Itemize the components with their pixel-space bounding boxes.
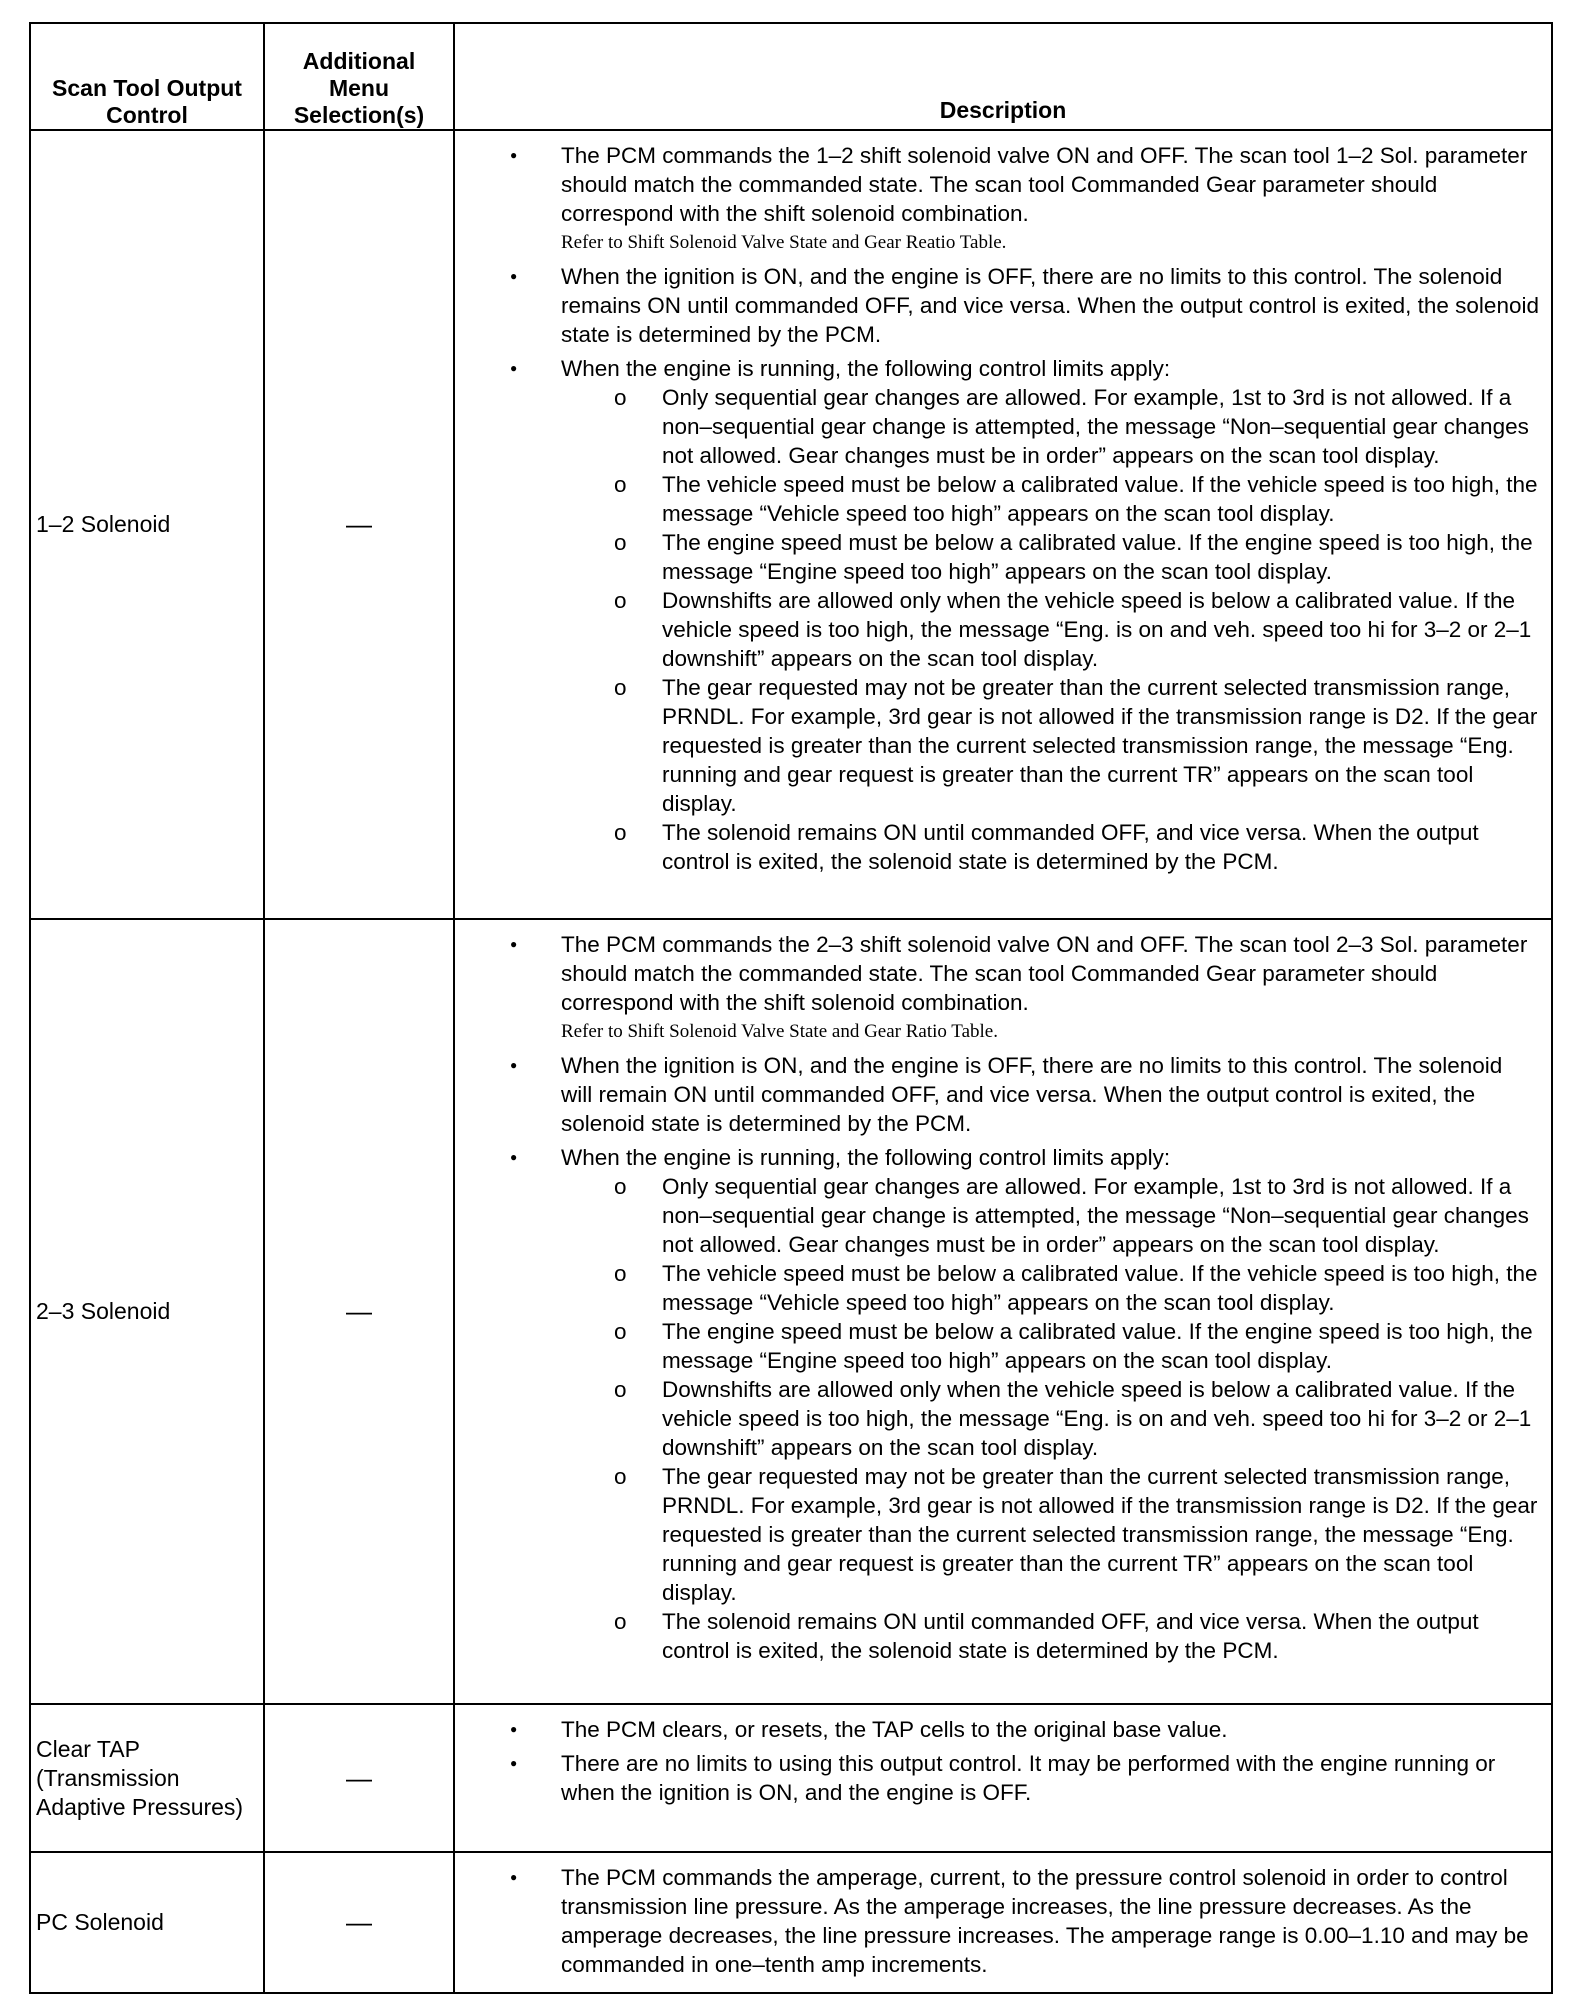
menu-selection: —: [264, 130, 454, 919]
bullet-item: ● When the ignition is ON, and the engine is OFF, there are no limits to this control. The solenoid will remain ON until commanded OFF, and vice versa. When the output control is exited, the solenoid state is determined by the PCM.: [455, 1051, 1539, 1138]
bullet-item: [455, 141, 1539, 256]
bullet-item: ● The PCM clears, or resets, the TAP cells to the original base value.: [455, 1715, 1539, 1744]
description-cell: [454, 1852, 1552, 1993]
menu-selection: —: [264, 1852, 454, 1993]
sub-item: o Only sequential gear changes are allowed. For example, 1st to 3rd is not allowed. If a non–sequential gear change is attempted, the message “Non–sequential gear changes not allowed. Gear changes must be in order” appears on the scan tool display.: [561, 1172, 1539, 1259]
sub-item: o The solenoid remains ON until commanded OFF, and vice versa. When the output control is exited, the solenoid state is determined by the PCM.: [561, 1607, 1539, 1665]
control-name: PC Solenoid: [30, 1852, 264, 1993]
table-row-clear-tap: [30, 1704, 1552, 1852]
reference-note: Refer to Shift Solenoid Valve State and Gear Ratio Table.: [561, 1021, 998, 1042]
sub-item: o The vehicle speed must be below a calibrated value. If the vehicle speed is too high, the message “Vehicle speed too high” appears on the scan tool display.: [561, 1259, 1539, 1317]
sub-item: o Only sequential gear changes are allowed. For example, 1st to 3rd is not allowed. If a non–sequential gear change is attempted, the message “Non–sequential gear changes not allowed. Gear changes must be in order” appears on the scan tool display.: [561, 383, 1539, 470]
sub-item: o The engine speed must be below a calibrated value. If the engine speed is too high, the message “Engine speed too high” appears on the scan tool display.: [561, 528, 1539, 586]
header-row: [30, 23, 1552, 130]
header-scan-tool-output-control: Scan Tool Output Control: [30, 23, 264, 130]
table-row-1-2-solenoid: [30, 130, 1552, 919]
bullet-item: ● When the ignition is ON, and the engine is OFF, there are no limits to this control. The solenoid remains ON until commanded OFF, and vice versa. When the output control is exited, the solenoid state is determined by the PCM.: [455, 262, 1539, 349]
sub-item: o The gear requested may not be greater than the current selected transmission range, PRNDL. For example, 3rd gear is not allowed if the transmission range is D2. If the gear requested is greater than the current selected transmission range, the message “Eng. running and gear request is greater than the current TR” appears on the scan tool display.: [561, 1462, 1539, 1607]
control-name: 2–3 Solenoid: [30, 919, 264, 1704]
control-name: 1–2 Solenoid: [30, 130, 264, 919]
bullet-item: [455, 930, 1539, 1045]
description-cell: [454, 130, 1552, 919]
sub-item: o The engine speed must be below a calibrated value. If the engine speed is too high, the message “Engine speed too high” appears on the scan tool display.: [561, 1317, 1539, 1375]
description-cell: [454, 919, 1552, 1704]
table-row-2-3-solenoid: [30, 919, 1552, 1704]
bullet-item: [455, 354, 1539, 876]
menu-selection: —: [264, 1704, 454, 1852]
sub-item: o The vehicle speed must be below a calibrated value. If the vehicle speed is too high, the message “Vehicle speed too high” appears on the scan tool display.: [561, 470, 1539, 528]
sub-item: o Downshifts are allowed only when the vehicle speed is below a calibrated value. If the vehicle speed is too high, the message “Eng. is on and veh. speed too hi for 3–2 or 2–1 downshift” appears on the scan tool display.: [561, 586, 1539, 673]
header-description: Description: [454, 23, 1552, 130]
control-name: Clear TAP (Transmission Adaptive Pressures): [30, 1704, 264, 1852]
bullet-item: [455, 1143, 1539, 1665]
bullet-item: ● There are no limits to using this output control. It may be performed with the engine running or when the ignition is ON, and the engine is OFF.: [455, 1749, 1539, 1807]
description-cell: [454, 1704, 1552, 1852]
header-additional-menu-selections: Additional Menu Selection(s): [264, 23, 454, 130]
output-controls-table: [29, 22, 1553, 1994]
sub-item: o Downshifts are allowed only when the vehicle speed is below a calibrated value. If the vehicle speed is too high, the message “Eng. is on and veh. speed too hi for 3–2 or 2–1 downshift” appears on the scan tool display.: [561, 1375, 1539, 1462]
bullet-text: The PCM commands the 2–3 shift solenoid valve ON and OFF. The scan tool 2–3 Sol. parameter should match the commanded state. The scan tool Commanded Gear parameter should correspond with the shift solenoid combination.: [561, 932, 1528, 1015]
menu-selection: —: [264, 919, 454, 1704]
reference-note: Refer to Shift Solenoid Valve State and Gear Reatio Table.: [561, 232, 1007, 253]
bullet-text: The PCM commands the 1–2 shift solenoid valve ON and OFF. The scan tool 1–2 Sol. parameter should match the commanded state. The scan tool Commanded Gear parameter should correspond with the shift solenoid combination.: [561, 143, 1528, 226]
bullet-text: When the engine is running, the following control limits apply:: [561, 356, 1171, 381]
sub-item: o The solenoid remains ON until commanded OFF, and vice versa. When the output control is exited, the solenoid state is determined by the PCM.: [561, 818, 1539, 876]
bullet-text: When the engine is running, the following control limits apply:: [561, 1145, 1171, 1170]
table-row-pc-solenoid: [30, 1852, 1552, 1993]
sub-item: o The gear requested may not be greater than the current selected transmission range, PRNDL. For example, 3rd gear is not allowed if the transmission range is D2. If the gear requested is greater than the current selected transmission range, the message “Eng. running and gear request is greater than the current TR” appears on the scan tool display.: [561, 673, 1539, 818]
bullet-item: ● The PCM commands the amperage, current, to the pressure control solenoid in order to control transmission line pressure. As the amperage increases, the line pressure decreases. As the amperage decreases, the line pressure increases. The amperage range is 0.00–1.10 and may be commanded in one–tenth amp increments.: [455, 1863, 1539, 1979]
